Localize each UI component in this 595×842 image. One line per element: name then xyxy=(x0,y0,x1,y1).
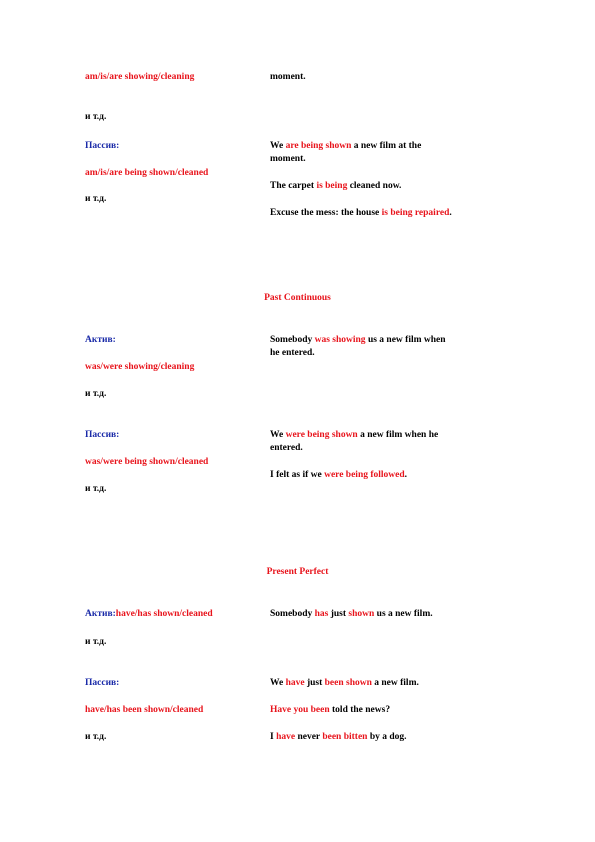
s2-etc: и т.д. xyxy=(85,389,107,399)
s3-example-4: I have never been bitten by a dog. xyxy=(270,732,407,742)
s2-active-label: Актив: xyxy=(85,335,116,345)
s1-example-3: Excuse the mess: the house is being repaired. xyxy=(270,208,452,218)
s3-example-3: Have you been told the news? xyxy=(270,705,391,715)
s1-col2-line1: moment. xyxy=(270,72,306,82)
s3-etc-2: и т.д. xyxy=(85,732,107,742)
s1-example-1-cont: moment. xyxy=(270,154,306,164)
s2-example-2-cont: entered. xyxy=(270,443,303,453)
s3-passive-label: Пассив: xyxy=(85,678,120,688)
s3-etc: и т.д. xyxy=(85,637,107,647)
s3-active-line: Актив:have/has shown/cleaned xyxy=(85,609,213,619)
s2-example-1: Somebody was showing us a new film when xyxy=(270,335,446,345)
s3-title: Present Perfect xyxy=(266,567,329,577)
s1-passive-form: am/is/are being shown/cleaned xyxy=(85,168,209,178)
s1-etc-2: и т.д. xyxy=(85,194,107,204)
s3-passive-form: have/has been shown/cleaned xyxy=(85,705,204,715)
s2-passive-label: Пассив: xyxy=(85,430,120,440)
s1-active-form: am/is/are showing/cleaning xyxy=(85,72,195,82)
s3-example-2: We have just been shown a new film. xyxy=(270,678,419,688)
s3-example-1: Somebody has just shown us a new film. xyxy=(270,609,433,619)
s2-title: Past Continuous xyxy=(264,293,331,303)
s2-passive-form: was/were being shown/cleaned xyxy=(85,457,209,467)
s1-example-1: We are being shown a new film at the xyxy=(270,141,422,151)
s2-example-1-cont: he entered. xyxy=(270,348,315,358)
s2-active-form: was/were showing/cleaning xyxy=(85,362,195,372)
s1-example-2: The carpet is being cleaned now. xyxy=(270,181,402,191)
s1-etc: и т.д. xyxy=(85,112,107,122)
s1-passive-label: Пассив: xyxy=(85,141,120,151)
s2-example-3: I felt as if we were being followed. xyxy=(270,470,408,480)
s2-example-2: We were being shown a new film when he xyxy=(270,430,439,440)
s2-etc-2: и т.д. xyxy=(85,484,107,494)
